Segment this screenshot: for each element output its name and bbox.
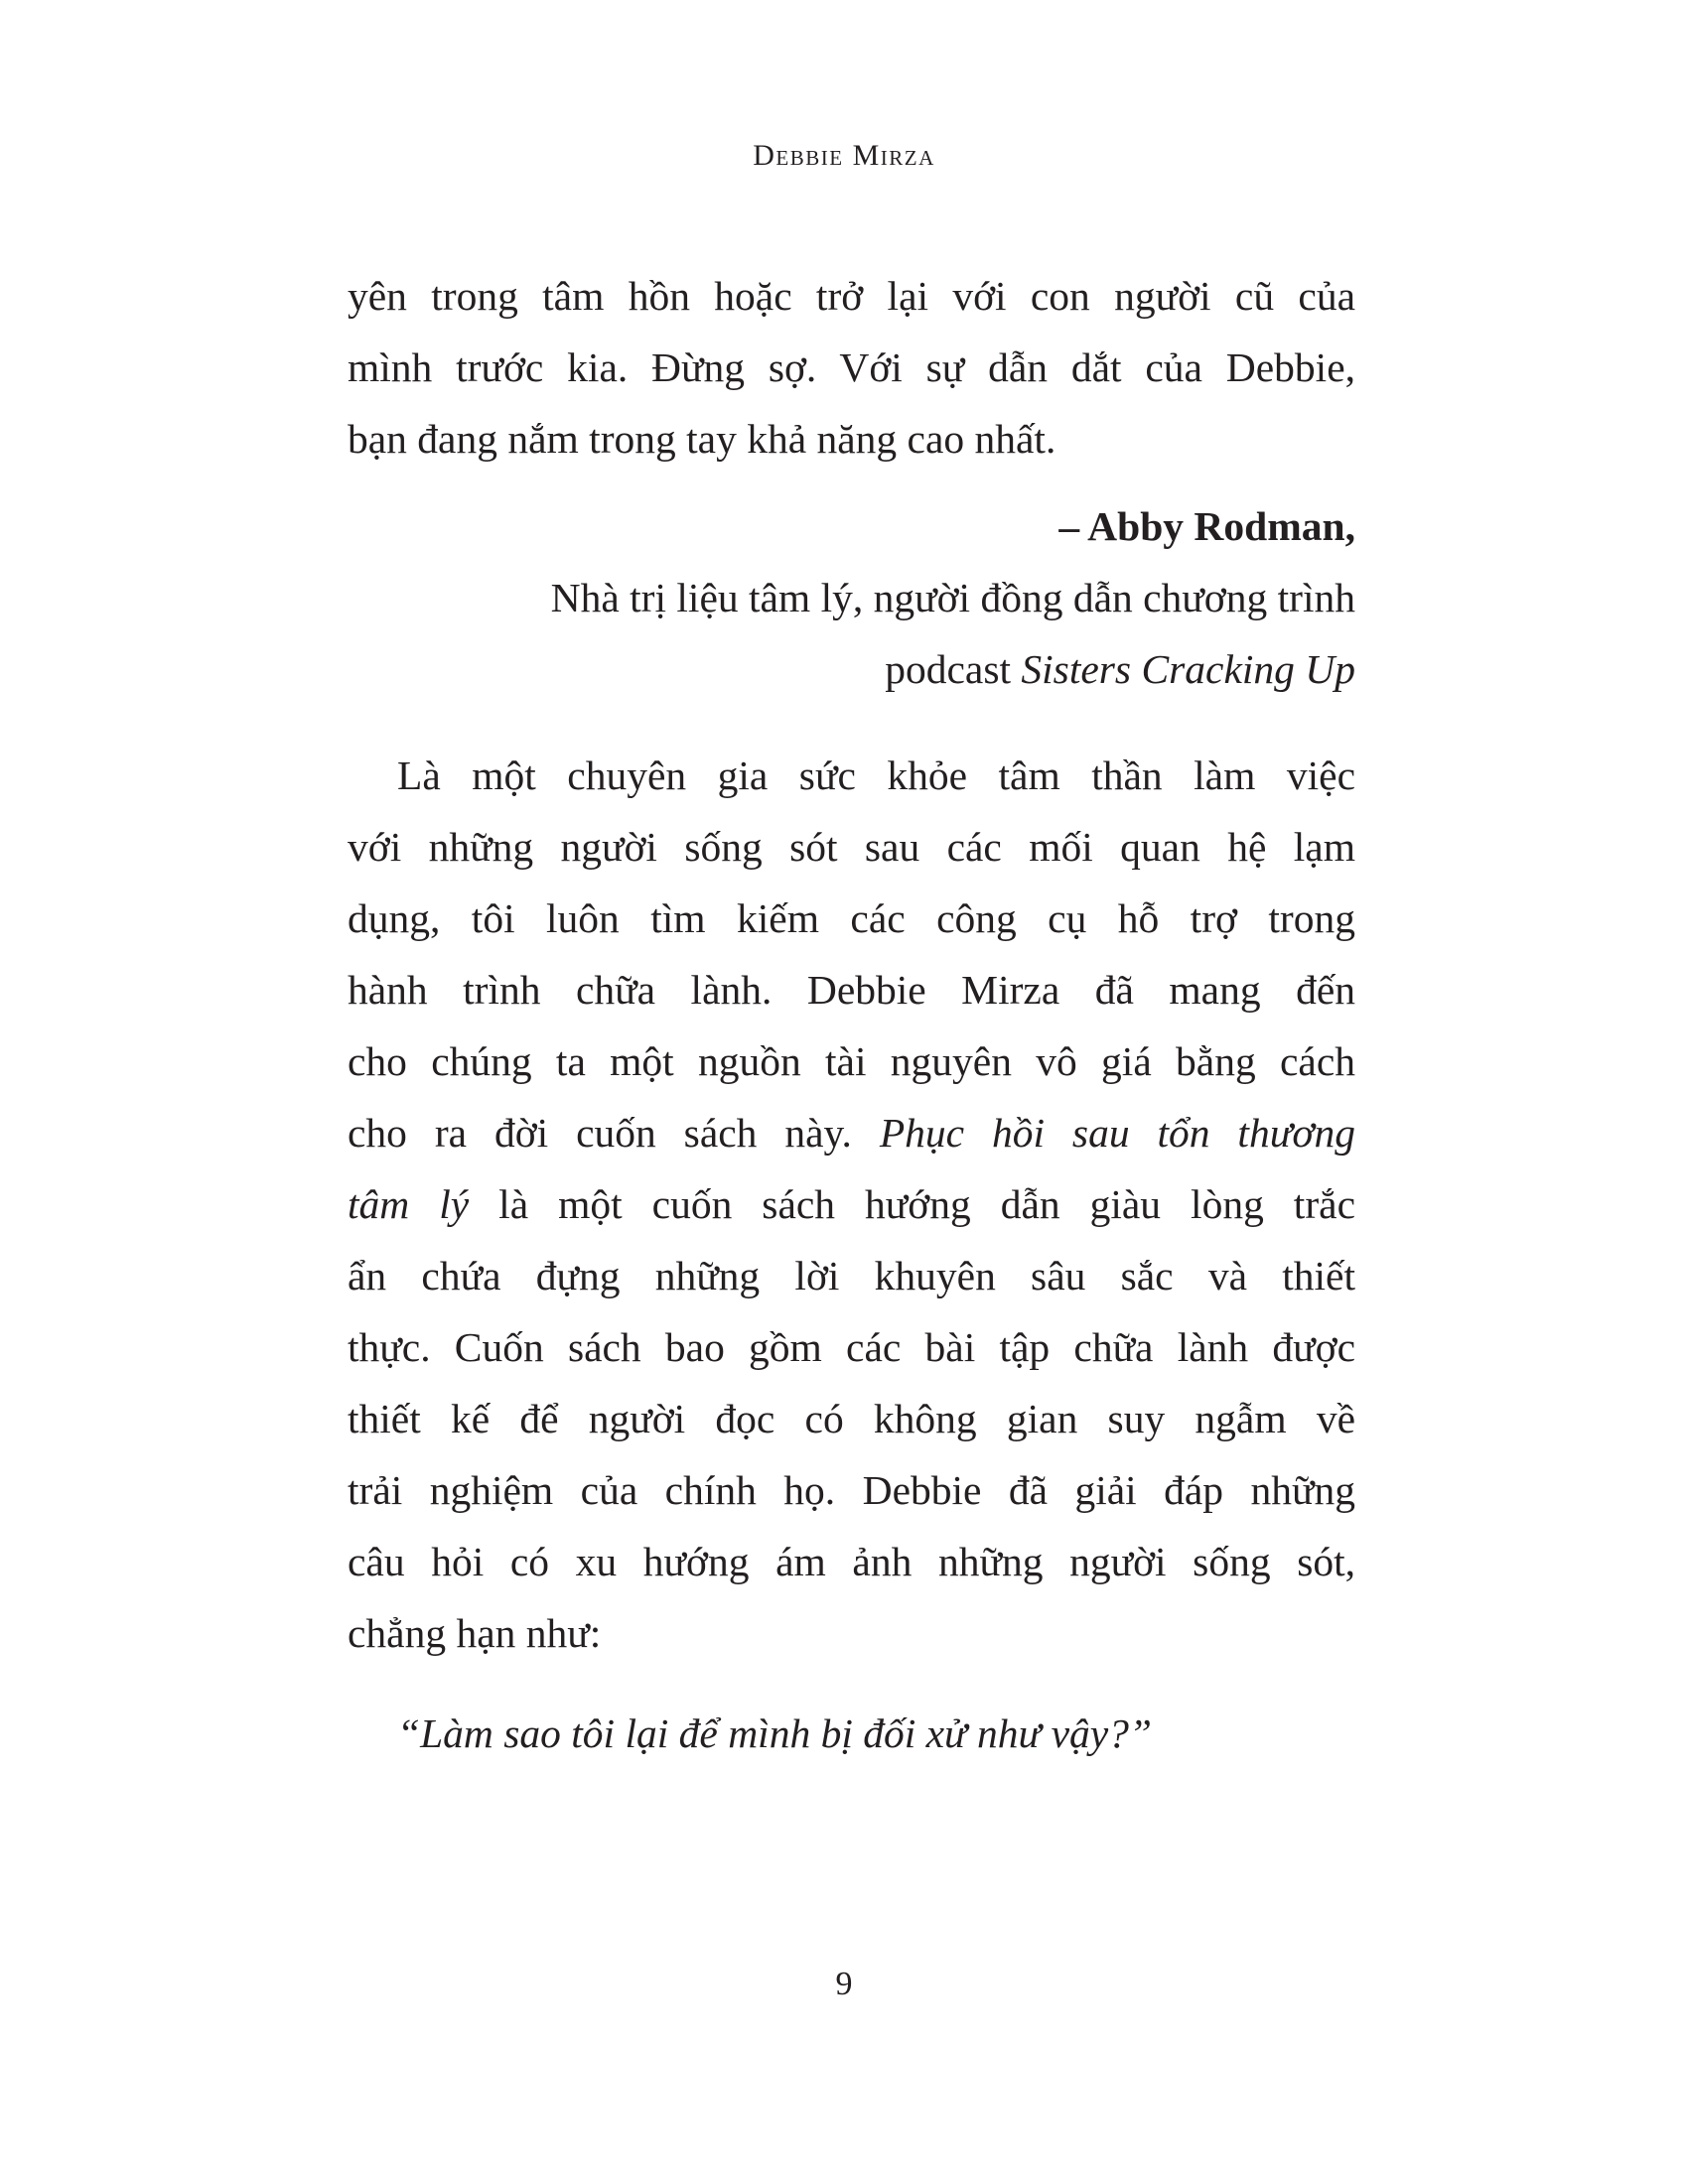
text-line: ẩn chứa đựng những lời khuyên sâu sắc và thiết bbox=[348, 1253, 1355, 1298]
attribution-name: – Abby Rodman, bbox=[1058, 503, 1355, 549]
text-line: Là một chuyên gia sức khỏe tâm thần làm việc bbox=[397, 752, 1355, 798]
running-head-author: Debbie Mirza bbox=[753, 139, 935, 172]
review-paragraph bbox=[348, 740, 1355, 1669]
text-line: bạn đang nắm trong tay khả năng cao nhất. bbox=[348, 416, 1056, 462]
attribution bbox=[348, 490, 1355, 705]
book-title: Phục hồi sau tổn thương bbox=[879, 1110, 1355, 1156]
book-title-continued: tâm lý bbox=[348, 1181, 470, 1227]
text-line: câu hỏi có xu hướng ám ảnh những người sống sót, bbox=[348, 1539, 1355, 1584]
text-line bbox=[348, 1097, 1355, 1168]
attribution-role: Nhà trị liệu tâm lý, người đồng dẫn chương trình bbox=[550, 575, 1355, 620]
text-line: trải nghiệm của chính họ. Debbie đã giải đáp những bbox=[348, 1467, 1355, 1513]
podcast-title: Sisters Cracking Up bbox=[1021, 646, 1355, 692]
text-line: hành trình chữa lành. Debbie Mirza đã mang đến bbox=[348, 967, 1355, 1013]
text-line: mình trước kia. Đừng sợ. Với sự dẫn dắt của Debbie, bbox=[348, 344, 1355, 390]
text-line: dụng, tôi luôn tìm kiếm các công cụ hỗ trợ trong bbox=[348, 895, 1355, 941]
text-segment: cho ra đời cuốn sách này. bbox=[348, 1110, 880, 1156]
text-line: thiết kế để người đọc có không gian suy ngẫm về bbox=[348, 1396, 1355, 1441]
text-line: thực. Cuốn sách bao gồm các bài tập chữa lành được bbox=[348, 1324, 1355, 1370]
page-number: 9 bbox=[835, 1966, 853, 2002]
quoted-question bbox=[348, 1698, 1355, 1769]
text-line: chẳng hạn như: bbox=[348, 1610, 602, 1656]
text-segment: là một cuốn sách hướng dẫn giàu lòng trắc bbox=[469, 1181, 1355, 1227]
text-line: yên trong tâm hồn hoặc trở lại với con người cũ của bbox=[348, 273, 1355, 319]
attribution-role-continued bbox=[348, 633, 1355, 705]
attribution-prefix: podcast bbox=[885, 646, 1022, 692]
text-line bbox=[348, 1168, 1355, 1240]
opening-paragraph bbox=[348, 260, 1355, 475]
quote-line: “Làm sao tôi lại để mình bị đối xử như vậy?” bbox=[397, 1710, 1152, 1756]
text-line: với những người sống sót sau các mối quan hệ lạm bbox=[348, 824, 1355, 870]
text-line: cho chúng ta một nguồn tài nguyên vô giá bằng cách bbox=[348, 1038, 1355, 1084]
